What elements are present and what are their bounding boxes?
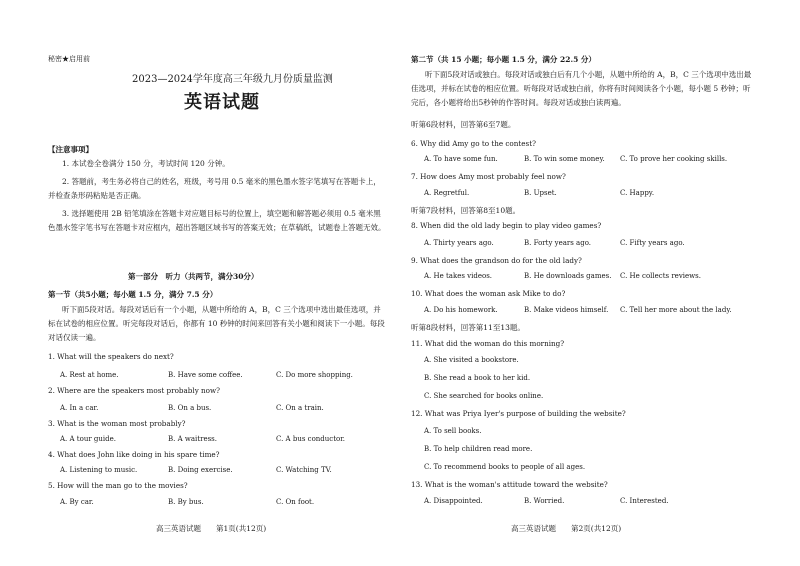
q13-option-a[interactable]: A. Disappointed.	[424, 497, 483, 505]
material-8-instruction: 听第8段材料，回答第11至13题。	[411, 323, 525, 332]
question-4: 4. What does John like doing in his spare time?	[48, 450, 220, 459]
page-footer: 高三英语试题 第1页(共12页)	[156, 524, 267, 533]
question-2: 2. Where are the speakers most probably now?	[48, 386, 221, 395]
q1-option-c[interactable]: C. Do more shopping.	[276, 371, 353, 379]
q8-option-c[interactable]: C. Fifty years ago.	[620, 239, 685, 247]
q10-option-c[interactable]: C. Tell her more about the lady.	[620, 306, 732, 314]
q7-option-a[interactable]: A. Regretful.	[424, 189, 470, 197]
q12-option-a[interactable]: A. To sell books.	[424, 427, 482, 435]
notice-3: 3. 选择题使用 2B 铅笔填涂在答题卡对应题目标号的位置上，填空题和解答题必须用 0.5 毫米黑色墨水签字笔书写在答题卡对应框内，超出答题区域书写的答案无效；在草稿纸，试题卷上答题无效。	[48, 209, 386, 232]
question-10: 10. What does the woman ask Mike to do?	[411, 289, 566, 298]
section1-instructions: 听下面5段对话。每段对话后有一个小题，从题中所给的 A，B，C 三个选项中选出最佳选项，并标在试卷的相应位置。听完每段对话后，你都有 10 秒钟的时间来回答有关小题和阅读下一小题。每段对话仅读一遍。	[48, 305, 385, 342]
question-7: 7. How does Amy most probably feel now?	[411, 172, 566, 181]
q10-option-b[interactable]: B. Make videos himself.	[524, 306, 609, 314]
question-9: 9. What does the grandson do for the old lady?	[411, 256, 582, 265]
question-3: 3. What is the woman most probably?	[48, 419, 186, 428]
exam-page-2	[400, 0, 800, 566]
notice-2: 2. 答题前，考生务必将自己的姓名，班级，考号用 0.5 毫米的黑色墨水签字笔填写在答题卡上，并检查条形码粘贴是否正确。	[48, 177, 381, 200]
q12-option-c[interactable]: C. To recommend books to people of all ages.	[424, 463, 586, 471]
section2-title: 第二节（共 15 小题；每小题 1.5 分，满分 22.5 分）	[411, 55, 596, 64]
q4-option-a[interactable]: A. Listening to music.	[60, 466, 138, 474]
q7-option-b[interactable]: B. Upset.	[524, 189, 557, 197]
q6-option-a[interactable]: A. To have some fun.	[424, 155, 498, 163]
part1-title: 第一部分 听力（共两节，满分30分）	[128, 272, 259, 281]
page-footer: 高三英语试题 第2页(共12页)	[511, 524, 622, 533]
notice-header: 【注意事项】	[48, 145, 93, 154]
q11-option-b[interactable]: B. She read a book to her kid.	[424, 374, 531, 382]
q5-option-b[interactable]: B. By bus.	[168, 498, 204, 506]
question-8: 8. When did the old lady begin to play video games?	[411, 221, 602, 230]
q6-option-c[interactable]: C. To prove her cooking skills.	[620, 155, 728, 163]
material-6-instruction: 听第6段材料，回答第6至7题。	[411, 120, 516, 129]
q2-option-c[interactable]: C. On a train.	[276, 404, 324, 412]
question-5: 5. How will the man go to the movies?	[48, 481, 188, 490]
q9-option-c[interactable]: C. He collects reviews.	[620, 272, 701, 280]
q2-option-a[interactable]: A. In a car.	[60, 404, 99, 412]
q8-option-b[interactable]: B. Forty years ago.	[524, 239, 592, 247]
q2-option-b[interactable]: B. On a bus.	[168, 404, 212, 412]
q10-option-a[interactable]: A. Do his homework.	[424, 306, 498, 314]
q1-option-a[interactable]: A. Rest at home.	[60, 371, 119, 379]
q4-option-c[interactable]: C. Watching TV.	[276, 466, 332, 474]
q3-option-c[interactable]: C. A bus conductor.	[276, 435, 346, 443]
notice-1: 1. 本试卷全卷满分 150 分，考试时间 120 分钟。	[62, 159, 230, 168]
q8-option-a[interactable]: A. Thirty years ago.	[424, 239, 494, 247]
subject-title: 英语试题	[184, 92, 260, 113]
q9-option-b[interactable]: B. He downloads games.	[524, 272, 612, 280]
q5-option-a[interactable]: A. By car.	[60, 498, 94, 506]
q9-option-a[interactable]: A. He takes videos.	[424, 272, 493, 280]
q5-option-c[interactable]: C. On foot.	[276, 498, 315, 506]
q11-option-c[interactable]: C. She searched for books online.	[424, 392, 544, 400]
section1-title: 第一节（共5小题；每小题 1.5 分，满分 7.5 分）	[48, 290, 218, 299]
question-1: 1. What will the speakers do next?	[48, 352, 174, 361]
q3-option-a[interactable]: A. A tour guide.	[60, 435, 116, 443]
question-12: 12. What was Priya Iyer's purpose of building the website?	[411, 409, 626, 418]
q1-option-b[interactable]: B. Have some coffee.	[168, 371, 243, 379]
question-11: 11. What did the woman do this morning?	[411, 339, 565, 348]
confidential-label: 秘密★启用前	[48, 55, 90, 63]
q4-option-b[interactable]: B. Doing exercise.	[168, 466, 233, 474]
q12-option-b[interactable]: B. To help children read more.	[424, 445, 533, 453]
q13-option-b[interactable]: B. Worried.	[524, 497, 565, 505]
q13-option-c[interactable]: C. Interested.	[620, 497, 669, 505]
q7-option-c[interactable]: C. Happy.	[620, 189, 655, 197]
question-13: 13. What is the woman's attitude toward the website?	[411, 480, 608, 489]
q3-option-b[interactable]: B. A waitress.	[168, 435, 217, 443]
section2-instructions: 听下面5段对话或独白。每段对话或独白后有几个小题，从题中所给的 A，B，C 三个选项中选出最佳选项，并标在试卷的相应位置。听每段对话或独白前，你将有时间阅读各个小题，每小题 5 秒钟；听完后，各小题将给出5秒钟的作答时间。每段对话或独白读两遍。	[411, 70, 752, 107]
exam-title: 2023—2024学年度高三年级九月份质量监测	[132, 74, 333, 85]
q11-option-a[interactable]: A. She visited a bookstore.	[424, 356, 519, 364]
material-7-instruction: 听第7段材料，回答第8至10题。	[411, 206, 521, 215]
question-6: 6. Why did Amy go to the contest?	[411, 139, 536, 148]
q6-option-b[interactable]: B. To win some money.	[524, 155, 605, 163]
